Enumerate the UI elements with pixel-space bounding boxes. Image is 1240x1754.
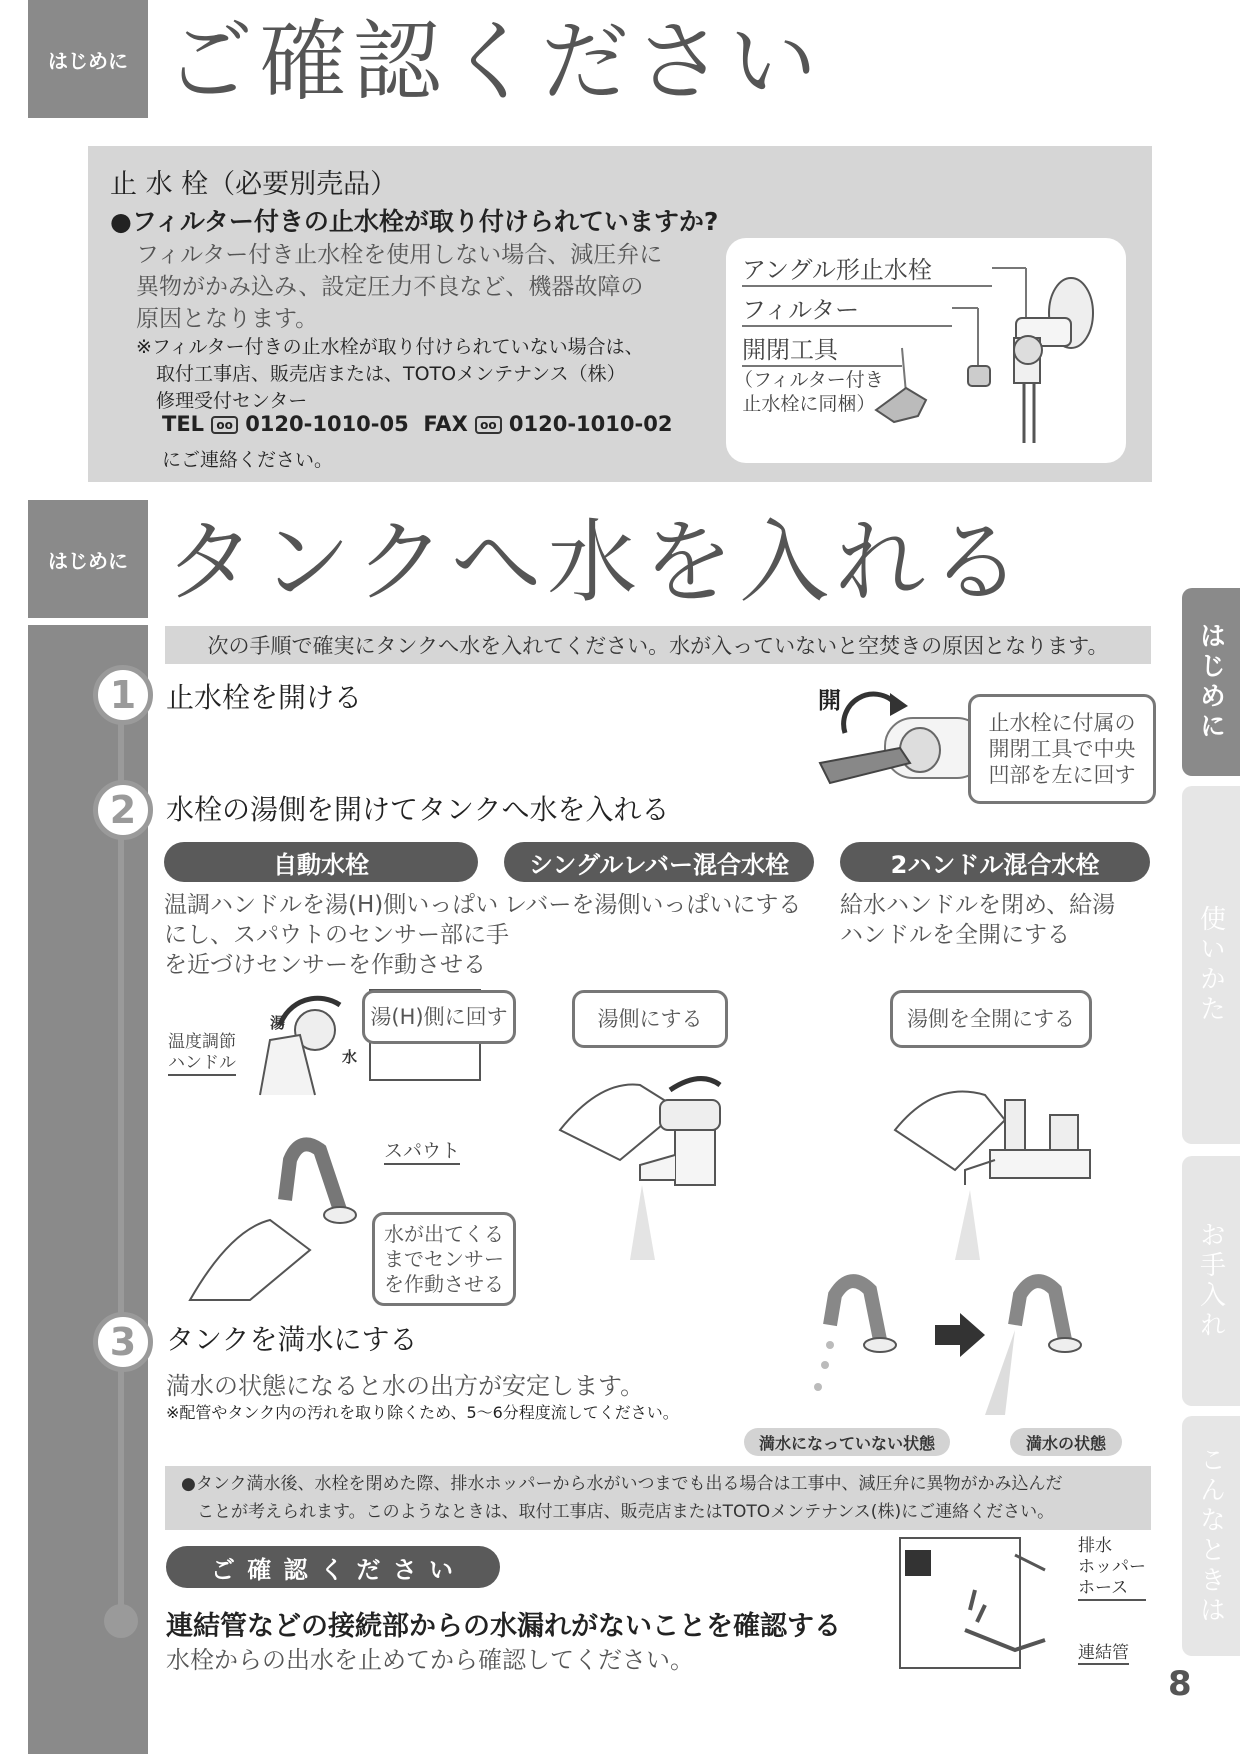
step-note: ※配管やタンク内の汚れを取り除くため、5〜6分程度流してください。: [166, 1403, 679, 1422]
sidetab-tsukaikata[interactable]: 使いかた: [1182, 786, 1240, 1144]
freedial-icon: oo: [211, 416, 238, 434]
fax-label: FAX: [423, 412, 468, 436]
sidetab-konnatokiwa[interactable]: こんなときは: [1182, 1416, 1240, 1656]
intro-text: 次の手順で確実にタンクへ水を入れてください。水が入っていないと空焚きの原因となります。: [165, 626, 1151, 664]
faucet-type-pill: 2ハンドル混合水栓: [840, 842, 1150, 882]
open-label: 開: [818, 688, 841, 714]
faucet-desc: 温調ハンドルを湯(H)側いっぱい にし、スパウトのセンサー部に手 を近づけセンサーを作動させる: [164, 892, 509, 978]
tel-number: 0120-1010-05: [245, 412, 409, 436]
label-tool-note: （フィルター付き 止水栓に同梱）: [734, 369, 884, 415]
label-connecting-pipe: 連結管: [1078, 1638, 1129, 1665]
step-number: 2: [93, 780, 153, 840]
check-body: 水栓からの出水を止めてから確認してください。: [166, 1646, 694, 1674]
section-title: タンクへ水を入れる: [165, 510, 1028, 615]
stopcock-heading: 止 水 栓（必要別売品）: [110, 169, 398, 200]
page-number: 8: [1168, 1664, 1192, 1704]
label-filter: フィルター: [742, 290, 952, 327]
valve-open-illustration: [820, 678, 990, 798]
sidetab-oteire[interactable]: お手入れ: [1182, 1156, 1240, 1406]
label-tool: 開閉工具: [742, 330, 902, 367]
label-angle-stopcock: アングル形止水栓: [742, 250, 992, 287]
tel-label: TEL: [162, 412, 205, 436]
callout-single-lever: 湯側にする: [572, 990, 728, 1048]
tank-pipe-illustration: [895, 1530, 1045, 1670]
label-spout: スパウト: [384, 1136, 460, 1165]
callout-two-handle: 湯側を全開にする: [890, 990, 1092, 1048]
contact-end: にご連絡ください。: [162, 449, 334, 471]
callout-sensor: 水が出てくる までセンサー を作動させる: [372, 1212, 516, 1306]
callout-hot-side: 湯(H)側に回す: [362, 990, 516, 1044]
step-title: タンクを満水にする: [166, 1323, 418, 1356]
single-lever-illustration: [560, 1060, 770, 1260]
section-tag: はじめに: [28, 0, 148, 118]
state-label: 満水になっていない状態: [744, 1428, 950, 1456]
step-number: 1: [93, 665, 153, 725]
faucet-type-pill: シングルレバー混合水栓: [504, 842, 814, 882]
step-title: 水栓の湯側を開けてタンクへ水を入れる: [166, 793, 670, 826]
check-pill: ご 確 認 く だ さ い: [166, 1546, 500, 1588]
faucet-desc: 給水ハンドルを閉め、給湯 ハンドルを全開にする: [840, 892, 1116, 948]
sidetab-hajimeni[interactable]: はじめに: [1182, 588, 1240, 776]
section-tag: はじめに: [28, 500, 148, 618]
step-body: 満水の状態になると水の出方が安定します。: [166, 1372, 645, 1400]
two-handle-illustration: [895, 1060, 1105, 1260]
step-number: 3: [93, 1312, 153, 1372]
flow-state-illustration: [790, 1265, 1120, 1415]
freedial-icon: oo: [475, 416, 502, 434]
label-hopper-hose: 排水 ホッパー ホース: [1078, 1536, 1146, 1601]
fax-number: 0120-1010-02: [508, 412, 673, 436]
callout-valve: 止水栓に付属の 開閉工具で中央 凹部を左に回す: [968, 694, 1156, 804]
faucet-desc: レバーを湯側いっぱいにする: [504, 892, 802, 918]
state-label: 満水の状態: [1010, 1428, 1122, 1456]
step-title: 止水栓を開ける: [166, 681, 363, 714]
stopcock-question: ●フィルター付きの止水栓が取り付けられていますか?: [110, 207, 719, 236]
faucet-type-pill: 自動水栓: [164, 842, 478, 882]
check-title: 連結管などの接続部からの水漏れがないことを確認する: [166, 1611, 841, 1642]
notice-box: ●タンク満水後、水栓を閉めた際、排水ホッパーから水がいつまでも出る場合は工事中、減圧弁に異物がかみ込んだ ことが考えられます。このようなときは、取付工事店、販売店またはTOTOメンテナンス(株)にご連絡ください。: [165, 1466, 1151, 1530]
stopcock-diagram: [726, 238, 1126, 463]
label-temp-handle: 温度調節 ハンドル: [168, 1032, 236, 1076]
contact-line: [162, 412, 672, 436]
stopcock-illustration: [726, 238, 1126, 463]
page-title: ご確認ください: [165, 10, 824, 113]
label-hot: 湯: [270, 1014, 286, 1032]
stopcock-box: [88, 146, 1152, 482]
label-water: 水: [342, 1048, 358, 1066]
step-dot: [104, 1604, 138, 1638]
stopcock-note: ※フィルター付きの止水栓が取り付けられていない場合は、 取付工事店、販売店または、TOTOメンテナンス（株） 修理受付センター: [136, 336, 644, 412]
stopcock-body: フィルター付き止水栓を使用しない場合、減圧弁に 異物がかみ込み、設定圧力不良など、機器故障の 原因となります。: [136, 242, 663, 332]
auto-faucet-spout-illustration: [190, 1120, 370, 1300]
